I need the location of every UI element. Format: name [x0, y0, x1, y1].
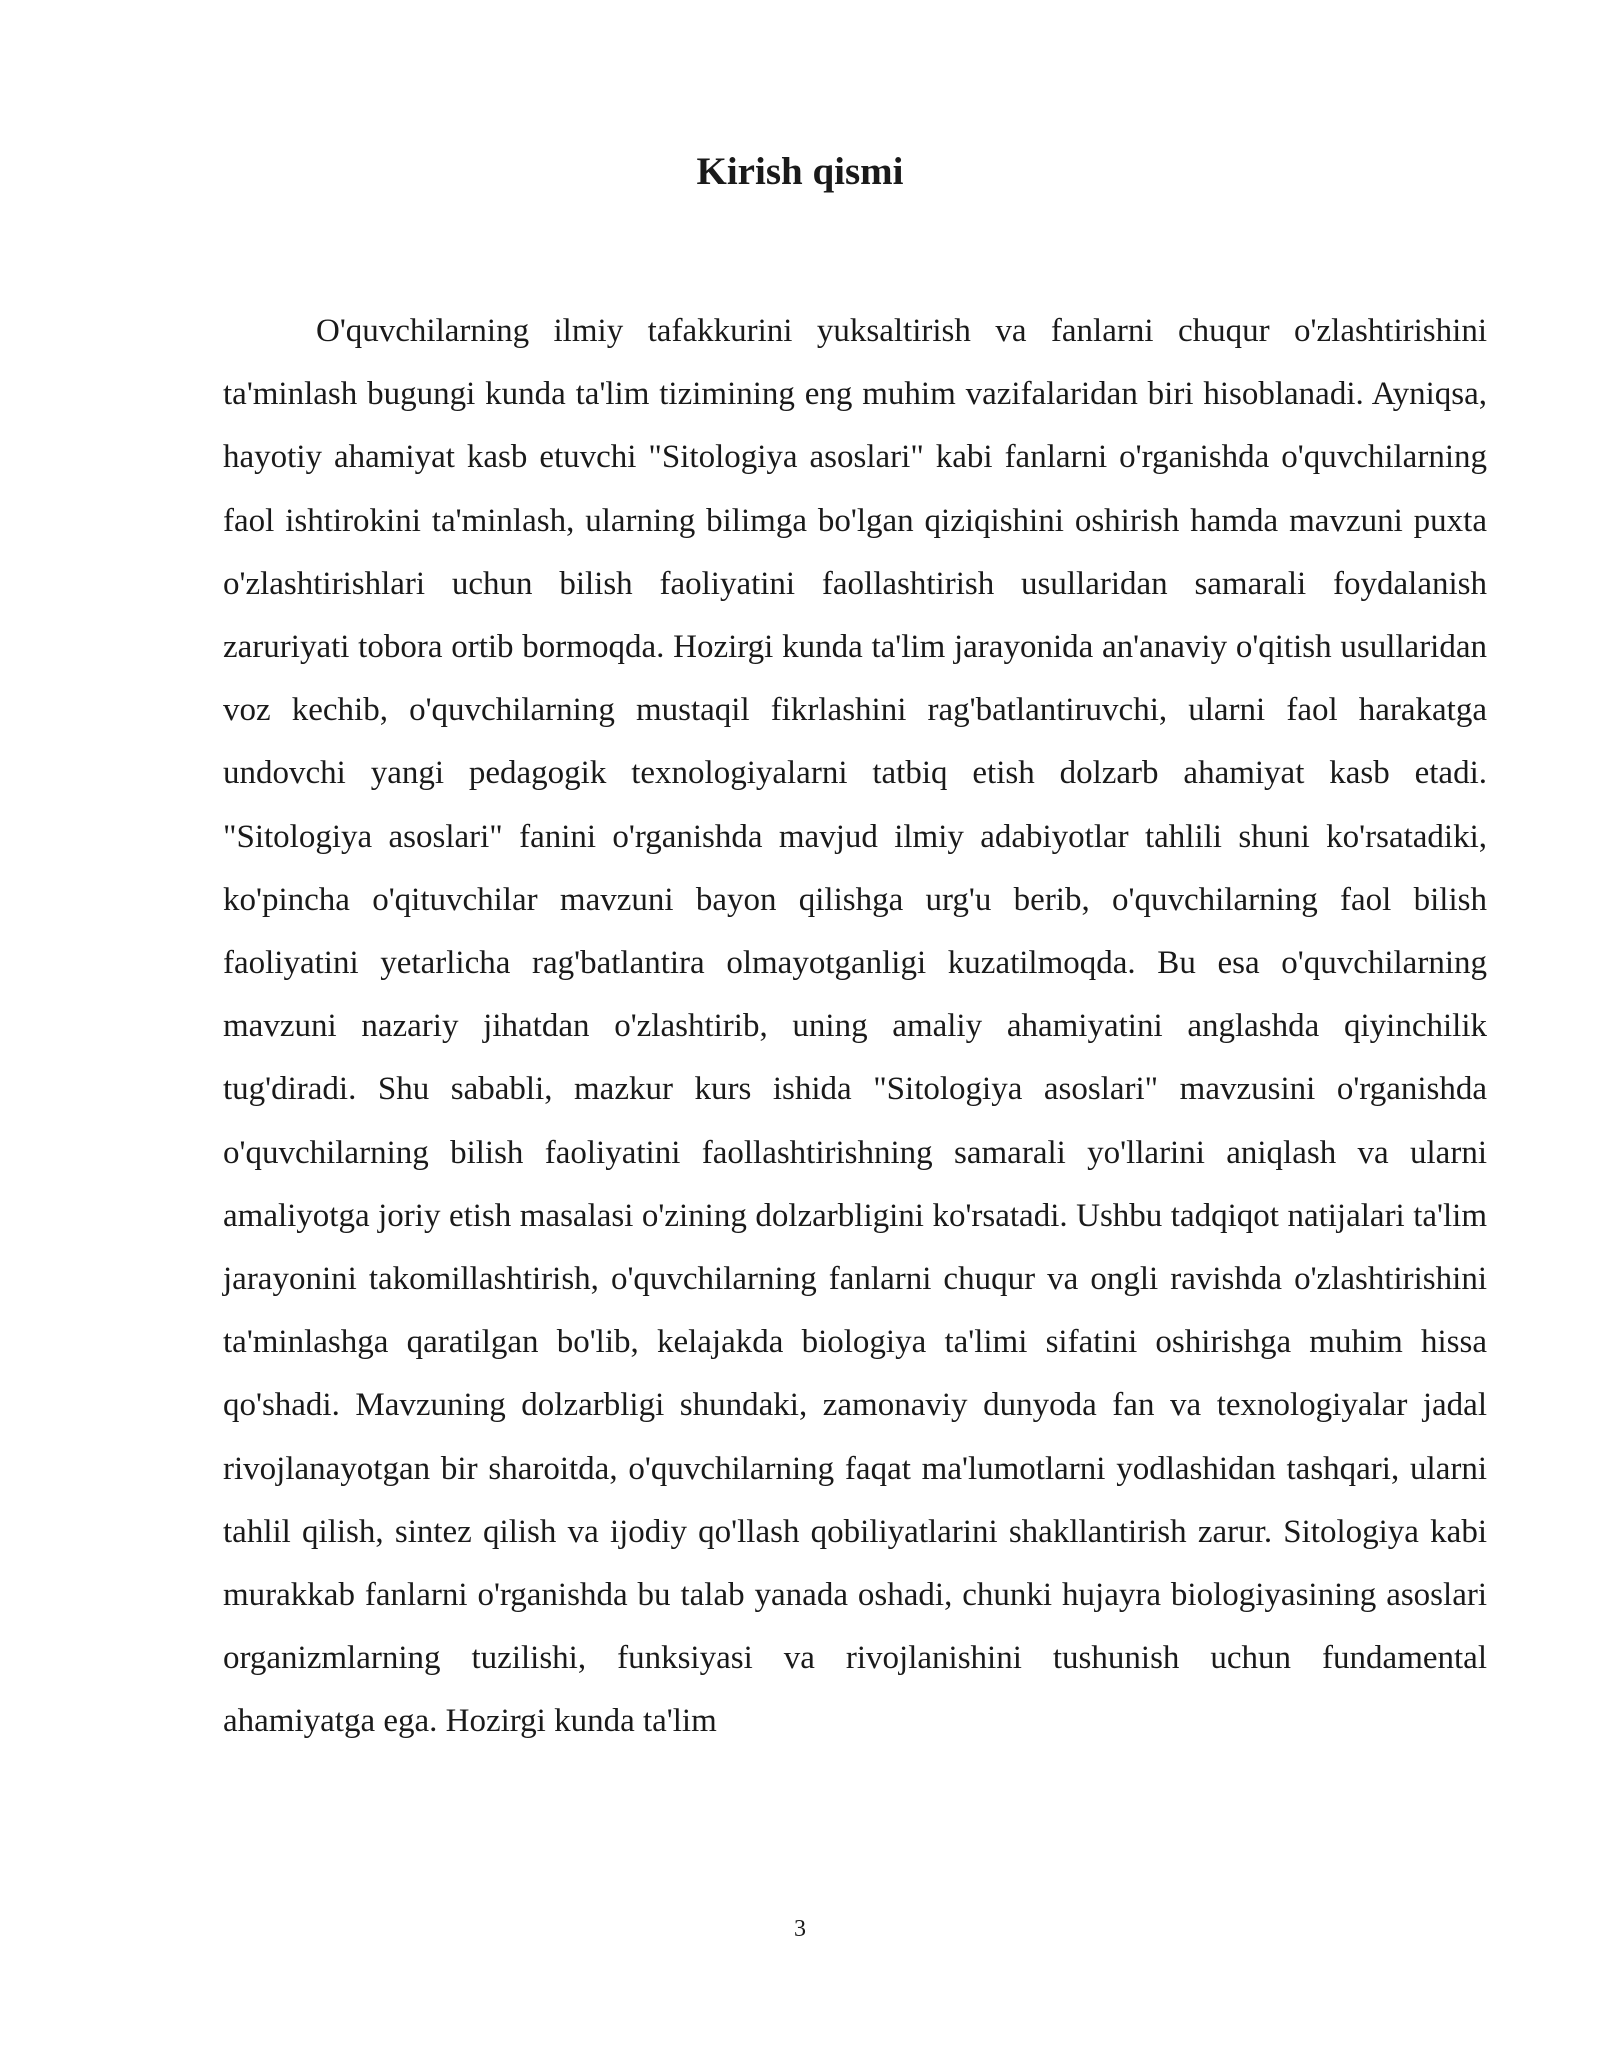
page-title: Kirish qismi	[696, 150, 904, 193]
body-paragraph: O'quvchilarning ilmiy tafakkurini yuksaltirish va fanlarni chuqur o'zlashtirishini ta'minlash bugungi kunda ta'lim tizimining eng muhim vazifalaridan biri hisoblanadi. Ayniqsa, hayotiy ahamiyat kasb etuvchi "Sitologiya asoslari" kabi fanlarni o'rganishda o'quvchilarning faol ishtirokini ta'minlash, ularning bilimga bo'lgan qiziqishini oshirish hamda mavzuni puxta o'zlashtirishlari uchun bilish faoliyatini faollashtirish usullaridan samarali foydalanish zaruriyati tobora ortib bormoqda. Hozirgi kunda ta'lim jarayonida an'anaviy o'qitish usullaridan voz kechib, o'quvchilarning mustaqil fikrlashini rag'batlantiruvchi, ularni faol harakatga undovchi yangi pedagogik texnologiyalarni tatbiq etish dolzarb ahamiyat kasb etadi. "Sitologiya asoslari" fanini o'rganishda mavjud ilmiy adabiyotlar tahlili shuni ko'rsatadiki, ko'pincha o'qituvchilar mavzuni bayon qilishga urg'u berib, o'quvchilarning faol bilish faoliyatini yetarlicha rag'batlantira olmayotganligi kuzatilmoqda. Bu esa o'quvchilarning mavzuni nazariy jihatdan o'zlashtirib, uning amaliy ahamiyatini anglashda qiyinchilik tug'diradi. Shu sababli, mazkur kurs ishida "Sitologiya asoslari" mavzusini o'rganishda o'quvchilarning bilish faoliyatini faollashtirishning samarali yo'llarini aniqlash va ularni amaliyotga joriy etish masalasi o'zining dolzarbligini ko'rsatadi. Ushbu tadqiqot natijalari ta'lim jarayonini takomillashtirish, o'quvchilarning fanlarni chuqur va ongli ravishda o'zlashtirishini ta'minlashga qaratilgan bo'lib, kelajakda biologiya ta'limi sifatini oshirishga muhim hissa qo'shadi. Mavzuning dolzarbligi shundaki, zamonaviy dunyoda fan va texnologiyalar jadal rivojlanayotgan bir sharoitda, o'quvchilarning faqat ma'lumotlarni yodlashidan tashqari, ularni tahlil qilish, sintez qilish va ijodiy qo'llash qobiliyatlarini shakllantirish zarur. Sitologiya kabi murakkab fanlarni o'rganishda bu talab yanada oshadi, chunki hujayra biologiyasining asoslari organizmlarning tuzilishi, funksiyasi va rivojlanishini tushunish uchun fundamental ahamiyatga ega. Hozirgi kunda ta'lim	[223, 313, 1487, 1740]
page-number: 3	[794, 1916, 806, 1942]
body-text	[223, 300, 1487, 1754]
